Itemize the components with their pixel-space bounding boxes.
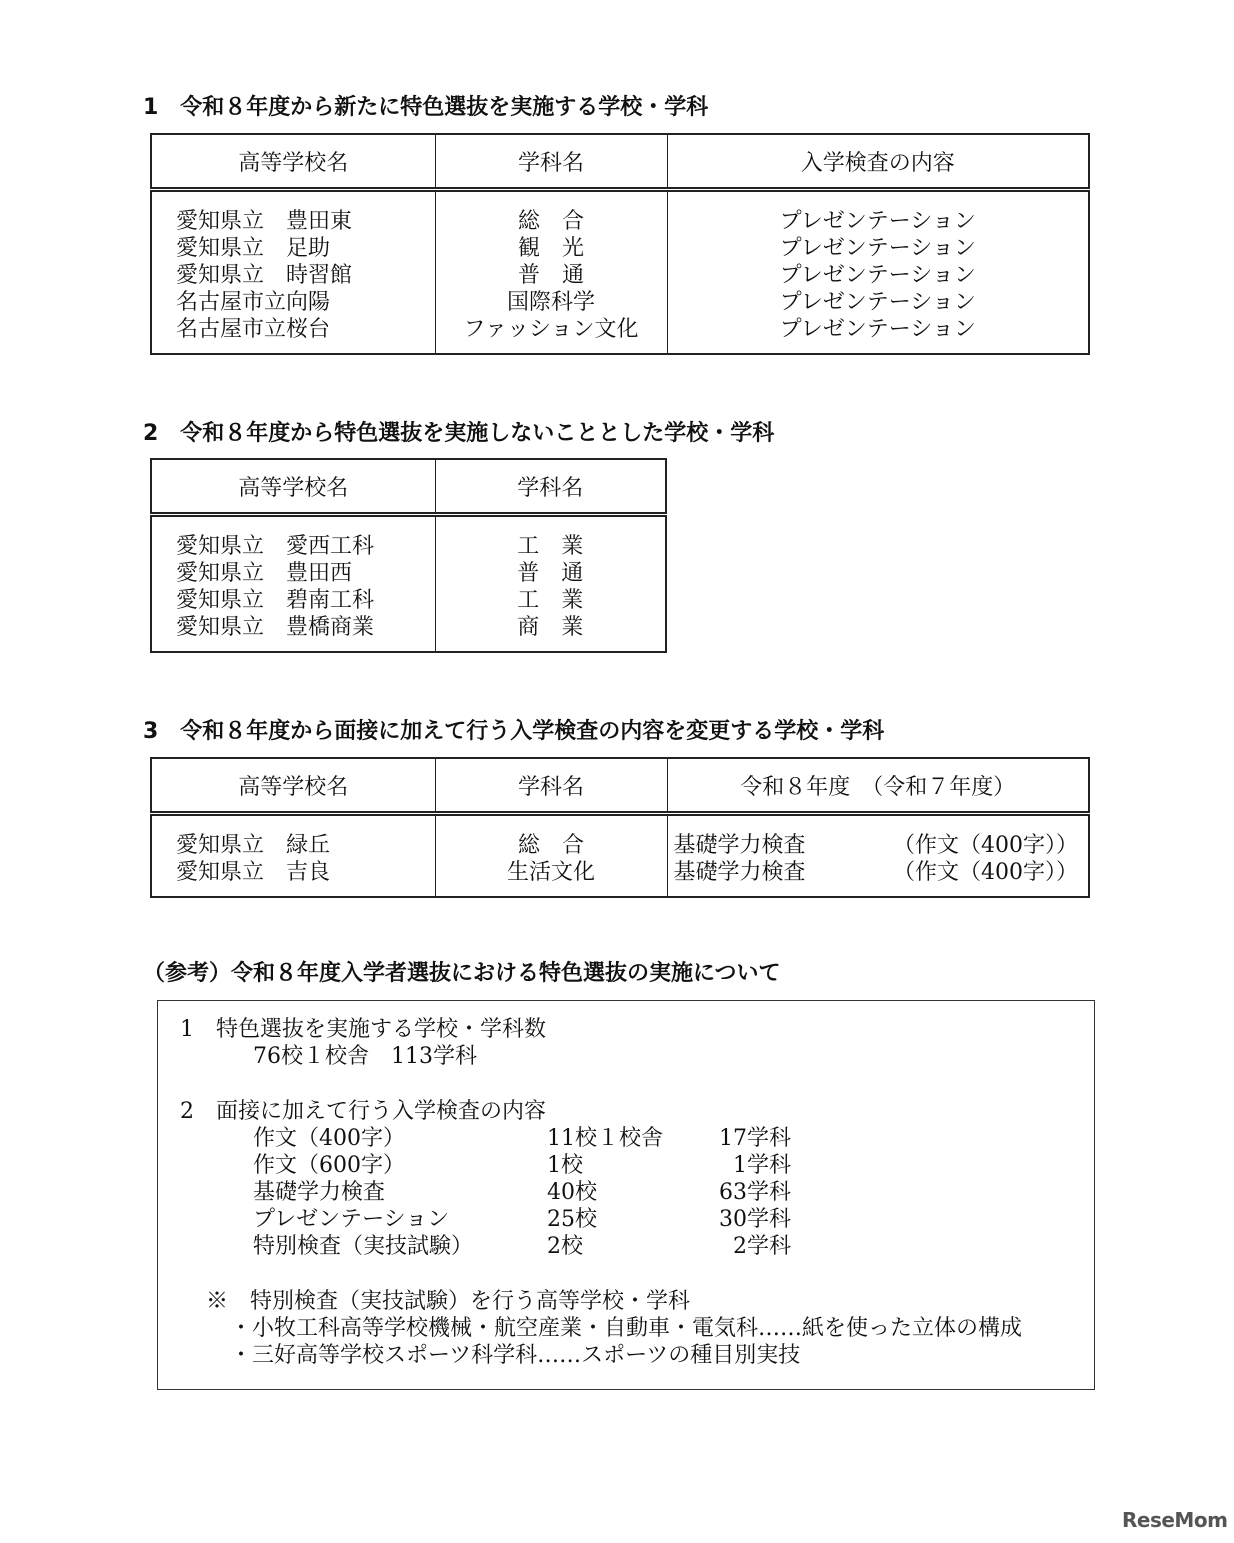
section1-table	[150, 133, 1090, 355]
section3-title: 3 令和８年度から面接に加えて行う入学検査の内容を変更する学校・学科	[143, 719, 885, 744]
department-count: 30学科	[719, 1207, 791, 1232]
resemom-logo: ReseMom	[1122, 1508, 1228, 1532]
section1-title: 1 令和８年度から新たに特色選抜を実施する学校・学科	[143, 95, 709, 120]
exam-type: 基礎学力検査	[253, 1180, 386, 1205]
column-header: 高等学校名	[151, 459, 435, 515]
school-names: 愛知県立 緑丘 愛知県立 吉良	[151, 814, 435, 898]
department-count: 17学科	[719, 1126, 791, 1151]
department-count: 2学科	[733, 1234, 791, 1259]
table-header-row	[151, 134, 1089, 190]
department-names: 総 合 生活文化	[435, 814, 667, 898]
section3-table	[150, 757, 1090, 898]
department-count: 63学科	[719, 1180, 791, 1205]
exam-type: プレゼンテーション	[253, 1207, 450, 1232]
table-header-row	[151, 459, 666, 515]
note-line: ・三好高等学校スポーツ科学科……スポーツの種目別実技	[230, 1343, 801, 1368]
section2-title: 2 令和８年度から特色選抜を実施しないこととした学校・学科	[143, 421, 775, 446]
reference-title: （参考）令和８年度入学者選抜における特色選抜の実施について	[143, 961, 781, 986]
exam-type: 作文（400字）	[253, 1126, 405, 1151]
new-exam: 基礎学力検査	[673, 860, 806, 885]
column-header: 高等学校名	[151, 134, 435, 190]
column-header: 令和８年度 （令和７年度）	[667, 758, 1089, 814]
exam-type: 作文（600字）	[253, 1153, 405, 1178]
note-heading: ※ 特別検査（実技試験）を行う高等学校・学科	[206, 1289, 691, 1314]
table-row	[151, 515, 666, 653]
school-count: 25校	[547, 1207, 597, 1232]
school-names: 愛知県立 豊田東 愛知県立 足助 愛知県立 時習館 名古屋市立向陽 名古屋市立桜台	[151, 190, 435, 355]
exam-count-table	[180, 1125, 1094, 1260]
school-count: 40校	[547, 1180, 597, 1205]
column-header: 入学検査の内容	[667, 134, 1089, 190]
note-line: ・小牧工科高等学校機械・航空産業・自動車・電気科……紙を使った立体の構成	[230, 1316, 1023, 1341]
section2-table	[150, 458, 667, 653]
column-header: 学科名	[435, 459, 666, 515]
school-count: 1校	[547, 1153, 583, 1178]
school-names: 愛知県立 愛西工科 愛知県立 豊田西 愛知県立 碧南工科 愛知県立 豊橋商業	[151, 515, 435, 653]
item2-heading: 2 面接に加えて行う入学検査の内容	[180, 1099, 546, 1124]
department-names: 総 合 観 光 普 通 国際科学 ファッション文化	[435, 190, 667, 355]
new-exam: 基礎学力検査	[673, 833, 806, 858]
table-header-row	[151, 758, 1089, 814]
column-header: 学科名	[435, 134, 667, 190]
table-row	[151, 190, 1089, 355]
table-row	[151, 814, 1089, 898]
exam-changes	[667, 814, 1089, 898]
school-count: 11校１校舎	[547, 1126, 663, 1151]
item1-value: 76校１校舎 113学科	[253, 1044, 477, 1069]
exam-type: 特別検査（実技試験）	[253, 1234, 474, 1259]
column-header: 学科名	[435, 758, 667, 814]
department-count: 1学科	[733, 1153, 791, 1178]
reference-box	[157, 1000, 1095, 1390]
item1-heading: 1 特色選抜を実施する学校・学科数	[180, 1017, 546, 1042]
school-count: 2校	[547, 1234, 583, 1259]
previous-exam: （作文（400字））	[893, 833, 1078, 858]
previous-exam: （作文（400字））	[893, 860, 1078, 885]
department-names: 工 業 普 通 工 業 商 業	[517, 534, 584, 640]
column-header: 高等学校名	[151, 758, 435, 814]
exam-contents: プレゼンテーション プレゼンテーション プレゼンテーション プレゼンテーション プレゼンテーション	[779, 209, 976, 342]
